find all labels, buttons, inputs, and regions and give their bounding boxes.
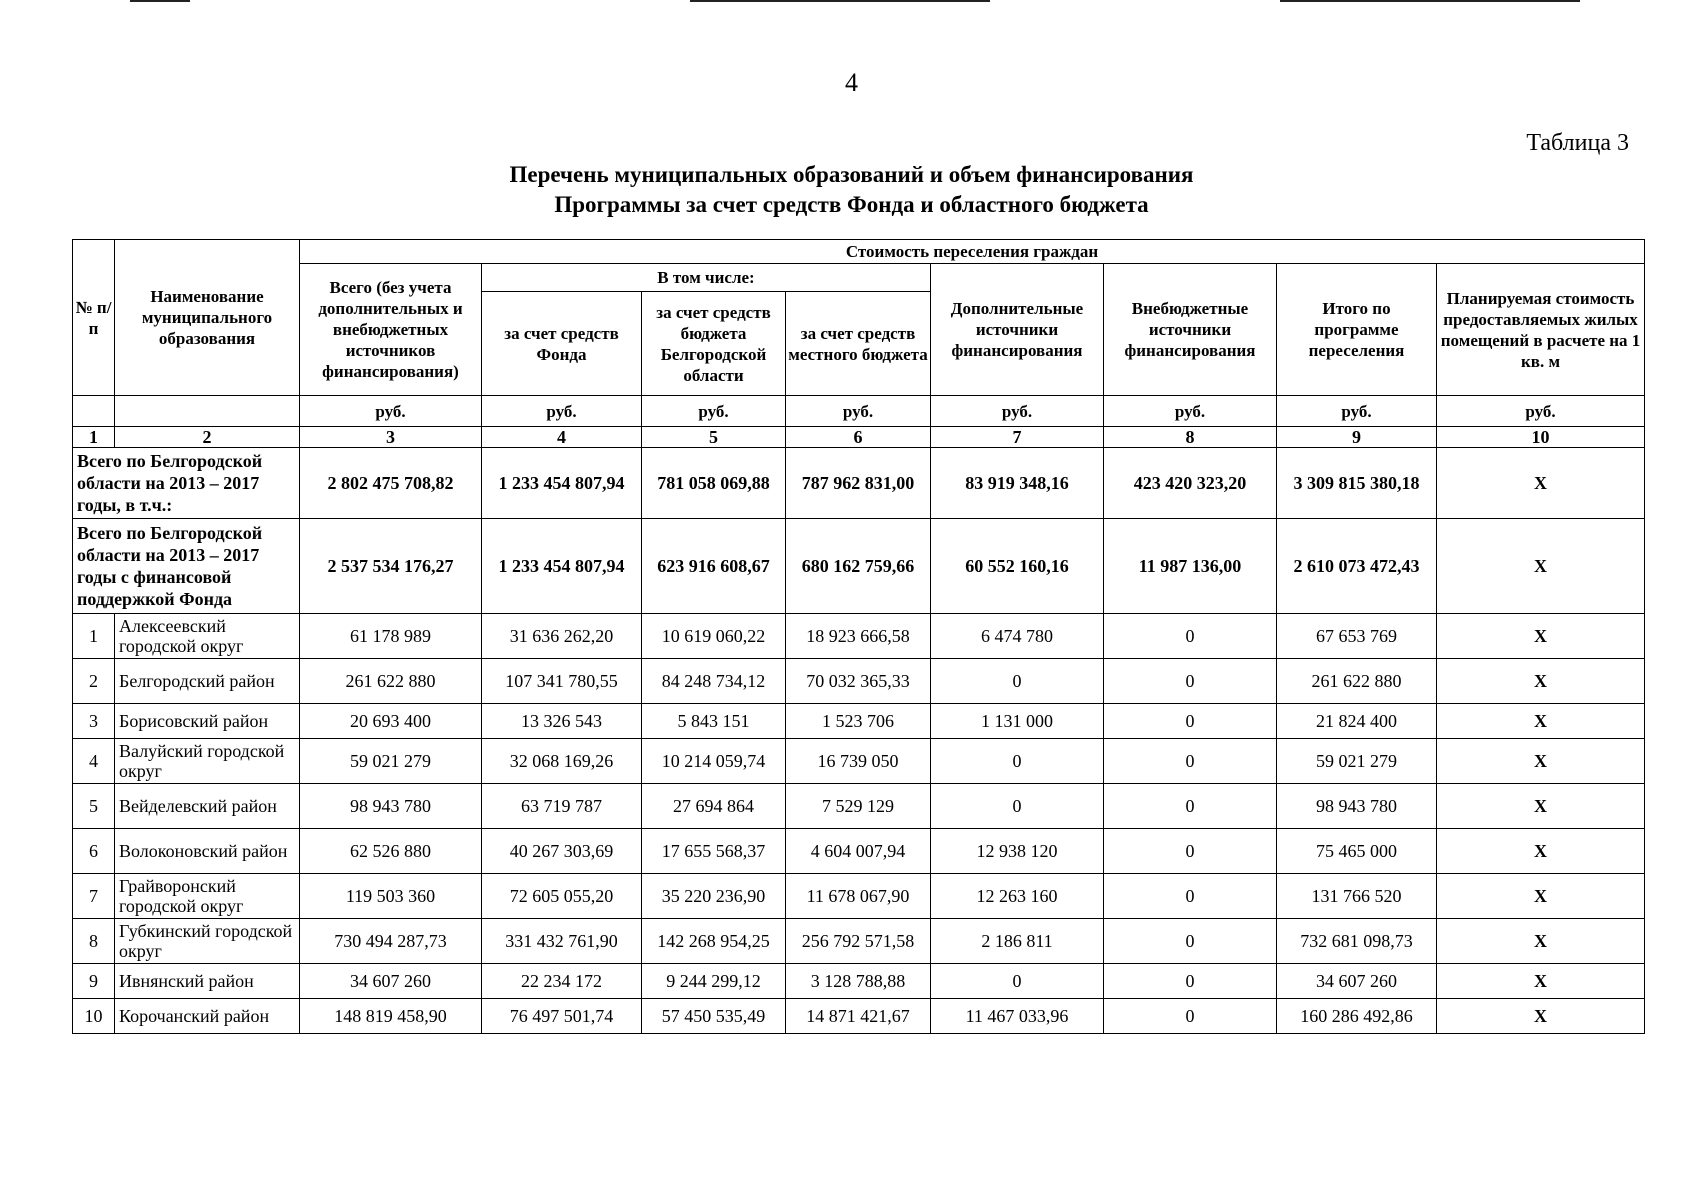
- total-cell: X: [1437, 448, 1645, 519]
- table-cell: 57 450 535,49: [642, 999, 786, 1034]
- table-cell: 160 286 492,86: [1277, 999, 1437, 1034]
- scan-edge-line: [1280, 0, 1580, 2]
- table-cell: 0: [1104, 999, 1277, 1034]
- municipality-name: Корочанский район: [115, 999, 300, 1034]
- table-cell: 98 943 780: [300, 784, 482, 829]
- header-name: Наименование муниципального образования: [115, 240, 300, 396]
- total-cell: X: [1437, 519, 1645, 614]
- table-cell: 4 604 007,94: [786, 829, 931, 874]
- table-cell: 9 244 299,12: [642, 964, 786, 999]
- table-cell: X: [1437, 874, 1645, 919]
- table-cell: 119 503 360: [300, 874, 482, 919]
- row-number: 2: [73, 659, 115, 704]
- table-cell: 13 326 543: [482, 704, 642, 739]
- table-cell: 98 943 780: [1277, 784, 1437, 829]
- table-cell: 70 032 365,33: [786, 659, 931, 704]
- table-cell: 261 622 880: [1277, 659, 1437, 704]
- row-number: 5: [73, 784, 115, 829]
- total-row: [73, 448, 1645, 519]
- table-cell: 21 824 400: [1277, 704, 1437, 739]
- table-cell: 0: [931, 784, 1104, 829]
- table-cell: 0: [1104, 784, 1277, 829]
- unit-cell: руб.: [1437, 396, 1645, 427]
- table-cell: X: [1437, 784, 1645, 829]
- table-cell: 67 653 769: [1277, 614, 1437, 659]
- unit-cell-empty: [115, 396, 300, 427]
- table-cell: 256 792 571,58: [786, 919, 931, 964]
- table-cell: 5 843 151: [642, 704, 786, 739]
- table-cell: 40 267 303,69: [482, 829, 642, 874]
- financing-table: [72, 239, 1645, 1034]
- municipality-name: Валуйский городской округ: [115, 739, 300, 784]
- table-cell: 1 131 000: [931, 704, 1104, 739]
- table-cell: 131 766 520: [1277, 874, 1437, 919]
- table-cell: X: [1437, 829, 1645, 874]
- column-number: 10: [1437, 427, 1645, 448]
- total-cell: 11 987 136,00: [1104, 519, 1277, 614]
- table-cell: X: [1437, 704, 1645, 739]
- table-cell: 0: [931, 964, 1104, 999]
- unit-cell: руб.: [482, 396, 642, 427]
- table-cell: 0: [1104, 874, 1277, 919]
- table-row: [73, 704, 1645, 739]
- total-cell: 60 552 160,16: [931, 519, 1104, 614]
- municipality-name: Вейделевский район: [115, 784, 300, 829]
- municipality-name: Волоконовский район: [115, 829, 300, 874]
- table-cell: 10 619 060,22: [642, 614, 786, 659]
- table-cell: 0: [1104, 659, 1277, 704]
- column-number: 8: [1104, 427, 1277, 448]
- total-cell: 2 610 073 472,43: [1277, 519, 1437, 614]
- document-title: [0, 160, 1703, 220]
- table-cell: 732 681 098,73: [1277, 919, 1437, 964]
- column-number: 1: [73, 427, 115, 448]
- unit-cell: руб.: [1104, 396, 1277, 427]
- total-cell: 680 162 759,66: [786, 519, 931, 614]
- table-cell: X: [1437, 739, 1645, 784]
- table-cell: 730 494 287,73: [300, 919, 482, 964]
- table-cell: 142 268 954,25: [642, 919, 786, 964]
- table-cell: 0: [1104, 829, 1277, 874]
- table-cell: 84 248 734,12: [642, 659, 786, 704]
- header-including: В том числе:: [482, 264, 931, 292]
- total-cell: 2 537 534 176,27: [300, 519, 482, 614]
- table-cell: 12 263 160: [931, 874, 1104, 919]
- table-cell: 72 605 055,20: [482, 874, 642, 919]
- unit-cell: руб.: [300, 396, 482, 427]
- table-cell: 32 068 169,26: [482, 739, 642, 784]
- table-cell: 75 465 000: [1277, 829, 1437, 874]
- header-local: за счет средств местного бюджета: [786, 292, 931, 396]
- table-row: [73, 784, 1645, 829]
- table-cell: 0: [1104, 614, 1277, 659]
- total-row-name: Всего по Белгородской области на 2013 – 2017 годы, в т.ч.:: [73, 448, 300, 519]
- total-cell: 1 233 454 807,94: [482, 448, 642, 519]
- unit-cell: руб.: [931, 396, 1104, 427]
- table-cell: 62 526 880: [300, 829, 482, 874]
- header-planned-cost: Планируемая стоимость предоставляемых жилых помещений в расчете на 1 кв. м: [1437, 264, 1645, 396]
- table-cell: 59 021 279: [1277, 739, 1437, 784]
- table-cell: 16 739 050: [786, 739, 931, 784]
- table-cell: 35 220 236,90: [642, 874, 786, 919]
- table-cell: 0: [1104, 919, 1277, 964]
- column-number: 7: [931, 427, 1104, 448]
- table-cell: 0: [1104, 739, 1277, 784]
- header-regional: за счет средств бюджета Белгородской области: [642, 292, 786, 396]
- unit-cell: руб.: [642, 396, 786, 427]
- table-cell: 76 497 501,74: [482, 999, 642, 1034]
- table-cell: 3 128 788,88: [786, 964, 931, 999]
- municipality-name: Грайворонский городской округ: [115, 874, 300, 919]
- table-row: [73, 659, 1645, 704]
- total-cell: 623 916 608,67: [642, 519, 786, 614]
- table-cell: 0: [1104, 704, 1277, 739]
- total-cell: 1 233 454 807,94: [482, 519, 642, 614]
- table-cell: 7 529 129: [786, 784, 931, 829]
- table-cell: 331 432 761,90: [482, 919, 642, 964]
- header-additional: Дополнительные источники финансирования: [931, 264, 1104, 396]
- table-cell: 34 607 260: [1277, 964, 1437, 999]
- table-cell: 31 636 262,20: [482, 614, 642, 659]
- table-cell: X: [1437, 919, 1645, 964]
- table-row: [73, 874, 1645, 919]
- header-num: № п/п: [73, 240, 115, 396]
- table-cell: 12 938 120: [931, 829, 1104, 874]
- table-cell: 22 234 172: [482, 964, 642, 999]
- scan-edge-line: [130, 0, 190, 2]
- row-number: 3: [73, 704, 115, 739]
- header-cost-group: Стоимость переселения граждан: [300, 240, 1645, 264]
- table-cell: X: [1437, 964, 1645, 999]
- table-cell: 61 178 989: [300, 614, 482, 659]
- total-cell: 787 962 831,00: [786, 448, 931, 519]
- document-title-line: Программы за счет средств Фонда и областного бюджета: [554, 192, 1149, 217]
- table-cell: 17 655 568,37: [642, 829, 786, 874]
- row-number: 9: [73, 964, 115, 999]
- table-cell: 6 474 780: [931, 614, 1104, 659]
- municipality-name: Белгородский район: [115, 659, 300, 704]
- header-fund: за счет средств Фонда: [482, 292, 642, 396]
- header-offbudget: Внебюджетные источники финансирования: [1104, 264, 1277, 396]
- table-cell: 18 923 666,58: [786, 614, 931, 659]
- total-cell: 423 420 323,20: [1104, 448, 1277, 519]
- table-cell: 0: [1104, 964, 1277, 999]
- municipality-name: Алексеевский городской округ: [115, 614, 300, 659]
- header-total-no-extra: Всего (без учета дополнительных и внебюджетных источников финансирования): [300, 264, 482, 396]
- table-row: [73, 614, 1645, 659]
- document-title-line: Перечень муниципальных образований и объем финансирования: [509, 162, 1194, 187]
- header-program-total: Итого по программе переселения: [1277, 264, 1437, 396]
- table-cell: 10 214 059,74: [642, 739, 786, 784]
- table-row: [73, 829, 1645, 874]
- table-cell: 0: [931, 739, 1104, 784]
- table-cell: 1 523 706: [786, 704, 931, 739]
- total-row-name: Всего по Белгородской области на 2013 – 2017 годы с финансовой поддержкой Фонда: [73, 519, 300, 614]
- total-cell: 3 309 815 380,18: [1277, 448, 1437, 519]
- table-cell: X: [1437, 614, 1645, 659]
- row-number: 8: [73, 919, 115, 964]
- table-cell: 148 819 458,90: [300, 999, 482, 1034]
- column-number: 3: [300, 427, 482, 448]
- table-cell: 27 694 864: [642, 784, 786, 829]
- table-row: [73, 919, 1645, 964]
- table-row: [73, 999, 1645, 1034]
- column-number: 9: [1277, 427, 1437, 448]
- table-cell: 261 622 880: [300, 659, 482, 704]
- row-number: 10: [73, 999, 115, 1034]
- total-cell: 83 919 348,16: [931, 448, 1104, 519]
- row-number: 6: [73, 829, 115, 874]
- total-cell: 2 802 475 708,82: [300, 448, 482, 519]
- table-cell: 59 021 279: [300, 739, 482, 784]
- row-number: 4: [73, 739, 115, 784]
- page-number: 4: [845, 68, 858, 97]
- column-number: 4: [482, 427, 642, 448]
- municipality-name: Ивнянский район: [115, 964, 300, 999]
- table-cell: 63 719 787: [482, 784, 642, 829]
- column-number: 5: [642, 427, 786, 448]
- scan-edge-line: [690, 0, 990, 2]
- table-cell: X: [1437, 999, 1645, 1034]
- municipality-name: Борисовский район: [115, 704, 300, 739]
- unit-cell: руб.: [786, 396, 931, 427]
- table-row: [73, 739, 1645, 784]
- table-cell: 107 341 780,55: [482, 659, 642, 704]
- row-number: 1: [73, 614, 115, 659]
- column-number: 2: [115, 427, 300, 448]
- table-cell: 0: [931, 659, 1104, 704]
- table-cell: X: [1437, 659, 1645, 704]
- column-number: 6: [786, 427, 931, 448]
- total-cell: 781 058 069,88: [642, 448, 786, 519]
- table-row: [73, 964, 1645, 999]
- table-cell: 11 678 067,90: [786, 874, 931, 919]
- unit-cell: руб.: [1277, 396, 1437, 427]
- table-cell: 34 607 260: [300, 964, 482, 999]
- table-cell: 2 186 811: [931, 919, 1104, 964]
- table-label: Таблица 3: [1526, 130, 1629, 156]
- total-row: [73, 519, 1645, 614]
- table-cell: 11 467 033,96: [931, 999, 1104, 1034]
- unit-cell-empty: [73, 396, 115, 427]
- table-cell: 20 693 400: [300, 704, 482, 739]
- row-number: 7: [73, 874, 115, 919]
- municipality-name: Губкинский городской округ: [115, 919, 300, 964]
- table-cell: 14 871 421,67: [786, 999, 931, 1034]
